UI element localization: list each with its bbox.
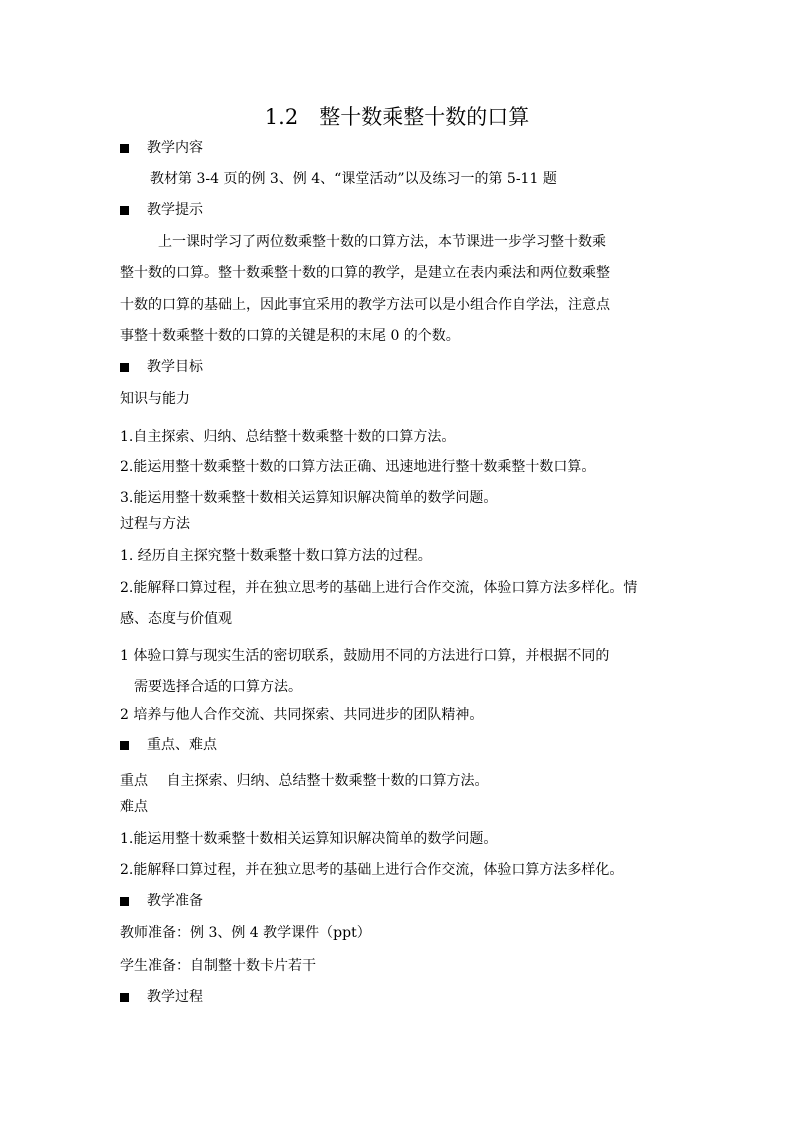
section-heading-key <box>120 736 217 754</box>
teacher-prep: 教师准备：例 3、例 4 教学课件（ppt） <box>120 925 371 941</box>
subheading-difficult: 难点 <box>120 799 148 815</box>
list-item: 1.自主探索、归纳、总结整十数乘整十数的口算方法。 <box>120 429 456 445</box>
list-item: 1 体验口算与现实生活的密切联系，鼓励用不同的方法进行口算，并根据不同的 <box>120 648 610 664</box>
square-bullet-icon <box>120 741 129 750</box>
page-title: 1.2 整十数乘整十数的口算 <box>264 105 530 129</box>
section-heading-prep <box>120 892 203 910</box>
content-text: 教材第 3-4 页的例 3、例 4、“课堂活动”以及练习一的第 5-11 题 <box>150 171 557 187</box>
section-label: 教学过程 <box>147 989 203 1005</box>
key-point-line: 重点 自主探索、归纳、总结整十数乘整十数的口算方法。 <box>120 773 489 789</box>
paragraph-line: 事整十数乘整十数的口算的关键是积的末尾 0 的个数。 <box>120 328 460 344</box>
subheading-process: 过程与方法 <box>120 516 190 532</box>
section-heading-content <box>120 139 203 157</box>
section-label: 教学提示 <box>147 202 203 218</box>
section-label: 教学目标 <box>147 359 203 375</box>
square-bullet-icon <box>120 897 129 906</box>
section-label: 教学准备 <box>147 893 203 909</box>
list-item: 2.能运用整十数乘整十数的口算方法正确、迅速地进行整十数乘整十数口算。 <box>120 459 596 475</box>
list-item: 2 培养与他人合作交流、共同探索、共同进步的团队精神。 <box>120 707 484 723</box>
list-item: 1.能运用整十数乘整十数相关运算知识解决简单的数学问题。 <box>120 831 498 847</box>
paragraph-line: 上一课时学习了两位数乘整十数的口算方法，本节课进一步学习整十数乘 <box>158 234 606 250</box>
section-label: 重点、难点 <box>147 737 217 753</box>
section-heading-process <box>120 988 203 1006</box>
section-label: 教学内容 <box>147 140 203 156</box>
list-item: 3.能运用整十数乘整十数相关运算知识解决简单的数学问题。 <box>120 490 498 506</box>
square-bullet-icon <box>120 993 129 1002</box>
subheading-knowledge: 知识与能力 <box>120 391 190 407</box>
square-bullet-icon <box>120 144 129 153</box>
paragraph-line: 整十数的口算。整十数乘整十数的口算的教学，是建立在表内乘法和两位数乘整 <box>120 265 610 281</box>
section-heading-goals <box>120 358 203 376</box>
list-item: 感、态度与价值观 <box>120 611 232 627</box>
student-prep: 学生准备：自制整十数卡片若干 <box>120 958 316 974</box>
list-item: 2.能解释口算过程，并在独立思考的基础上进行合作交流，体验口算方法多样化。情 <box>120 580 638 596</box>
square-bullet-icon <box>120 363 129 372</box>
section-heading-hint <box>120 201 203 219</box>
square-bullet-icon <box>120 206 129 215</box>
list-item-continuation: 需要选择合适的口算方法。 <box>134 679 302 695</box>
list-item: 2.能解释口算过程，并在独立思考的基础上进行合作交流，体验口算方法多样化。 <box>120 862 624 878</box>
paragraph-line: 十数的口算的基础上，因此事宜采用的教学方法可以是小组合作自学法，注意点 <box>120 297 610 313</box>
list-item: 1. 经历自主探究整十数乘整十数口算方法的过程。 <box>120 548 432 564</box>
